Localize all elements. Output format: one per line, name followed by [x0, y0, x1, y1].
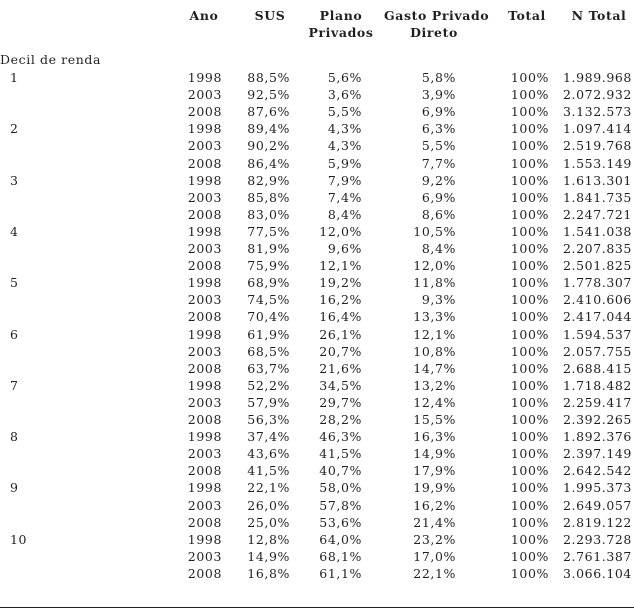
- bottom-rule: [0, 607, 634, 608]
- cell-sus: 75,9%: [247, 258, 290, 274]
- cell-sus: 43,6%: [247, 446, 290, 462]
- cell-ano: 2003: [187, 87, 222, 103]
- cell-gasto: 13,3%: [413, 309, 456, 325]
- cell-ano: 2003: [187, 343, 222, 359]
- cell-ano: 2008: [187, 258, 222, 274]
- cell-plano: 40,7%: [319, 463, 362, 479]
- cell-gasto: 6,9%: [421, 189, 456, 205]
- cell-total: 100%: [510, 70, 549, 85]
- cell-sus: 83,0%: [247, 206, 290, 222]
- cell-sus: 92,5%: [247, 87, 290, 103]
- cell-sus: 68,5%: [247, 343, 290, 359]
- cell-sus: 25,0%: [247, 514, 290, 530]
- cell-gasto: 14,9%: [413, 446, 456, 462]
- cell-sus: 68,9%: [247, 275, 290, 291]
- cell-gasto: 6,3%: [421, 121, 456, 137]
- cell-plano: 20,7%: [319, 343, 362, 359]
- cell-gasto: 11,8%: [413, 275, 456, 291]
- cell-ntotal: 1.613.301: [562, 172, 632, 188]
- cell-gasto: 8,6%: [421, 206, 456, 222]
- header-ano: Ano: [189, 8, 219, 23]
- cell-sus: 16,8%: [247, 565, 290, 581]
- cell-ntotal: 1.594.537: [562, 326, 632, 342]
- cell-sus: 37,4%: [247, 429, 290, 445]
- cell-gasto: 22,1%: [413, 565, 456, 581]
- decile-label: 1: [10, 70, 19, 85]
- cell-plano: 12,1%: [319, 258, 362, 274]
- cell-total: 100%: [510, 343, 549, 359]
- cell-plano: 68,1%: [319, 548, 362, 564]
- cell-ntotal: 1.718.482: [562, 377, 632, 393]
- cell-sus: 56,3%: [247, 412, 290, 427]
- header-sus: SUS: [254, 8, 286, 23]
- cell-gasto: 17,9%: [413, 463, 456, 479]
- cell-total: 100%: [510, 223, 549, 239]
- cell-total: 100%: [510, 463, 549, 479]
- cell-total: 100%: [510, 412, 549, 427]
- cell-ano: 2003: [187, 548, 222, 564]
- cell-ano: 2008: [187, 155, 222, 171]
- cell-ntotal: 2.501.825: [562, 258, 632, 274]
- cell-ano: 2008: [187, 463, 222, 479]
- cell-plano: 26,1%: [319, 326, 362, 342]
- cell-ntotal: 1.097.414: [562, 121, 632, 137]
- cell-plano: 8,4%: [327, 206, 362, 222]
- cell-gasto: 5,5%: [421, 138, 456, 154]
- cell-ntotal: 1.841.735: [562, 189, 632, 205]
- cell-plano: 21,6%: [319, 360, 362, 376]
- cell-gasto: 12,1%: [413, 326, 456, 342]
- cell-sus: 86,4%: [247, 155, 290, 171]
- decile-label: 10: [10, 531, 28, 547]
- cell-ano: 2003: [187, 446, 222, 462]
- cell-gasto: 9,3%: [421, 292, 456, 308]
- cell-total: 100%: [510, 446, 549, 462]
- cell-plano: 7,4%: [327, 189, 362, 205]
- cell-gasto: 19,9%: [413, 480, 456, 496]
- cell-ntotal: 1.541.038: [562, 223, 632, 239]
- cell-gasto: 12,0%: [413, 258, 456, 274]
- cell-ntotal: 3.132.573: [562, 104, 632, 120]
- cell-ano: 2008: [187, 104, 222, 120]
- cell-ntotal: 1.995.373: [562, 480, 632, 496]
- cell-sus: 85,8%: [247, 189, 290, 205]
- cell-ntotal: 2.207.835: [562, 241, 632, 256]
- cell-plano: 7,9%: [327, 172, 362, 188]
- cell-ano: 2008: [187, 360, 222, 376]
- cell-plano: 4,3%: [327, 121, 362, 137]
- cell-ano: 2008: [187, 514, 222, 530]
- decile-label: 6: [10, 326, 19, 342]
- cell-gasto: 16,2%: [413, 497, 456, 513]
- cell-plano: 4,3%: [327, 138, 362, 154]
- cell-plano: 5,9%: [327, 155, 362, 171]
- cell-sus: 57,9%: [247, 394, 290, 410]
- cell-total: 100%: [510, 155, 549, 171]
- cell-total: 100%: [510, 326, 549, 342]
- cell-ntotal: 2.519.768: [562, 138, 632, 154]
- decile-label: 9: [10, 480, 19, 496]
- cell-gasto: 17,0%: [413, 548, 456, 564]
- cell-ntotal: 2.293.728: [562, 531, 632, 547]
- cell-gasto: 8,4%: [421, 241, 456, 256]
- cell-ano: 2003: [187, 292, 222, 308]
- cell-ano: 1998: [187, 223, 222, 239]
- cell-gasto: 9,2%: [421, 172, 456, 188]
- cell-plano: 5,6%: [327, 70, 362, 85]
- cell-ano: 2003: [187, 241, 222, 256]
- cell-total: 100%: [510, 121, 549, 137]
- cell-plano: 16,4%: [319, 309, 362, 325]
- cell-ano: 2003: [187, 497, 222, 513]
- decile-label: 4: [10, 223, 19, 239]
- cell-ntotal: 2.072.932: [562, 87, 632, 103]
- cell-plano: 28,2%: [319, 412, 362, 427]
- cell-ntotal: 1.989.968: [562, 70, 632, 85]
- cell-total: 100%: [510, 514, 549, 530]
- cell-ano: 1998: [187, 121, 222, 137]
- cell-total: 100%: [510, 377, 549, 393]
- cell-total: 100%: [510, 206, 549, 222]
- cell-total: 100%: [510, 258, 549, 274]
- cell-ntotal: 2.761.387: [562, 548, 632, 564]
- cell-sus: 22,1%: [247, 480, 290, 496]
- cell-ntotal: 3.066.104: [562, 565, 632, 581]
- cell-plano: 9,6%: [327, 241, 362, 256]
- header-plano-line1: Plano: [319, 8, 363, 23]
- cell-total: 100%: [510, 497, 549, 513]
- header-plano-line2: Privados: [308, 25, 374, 40]
- cell-sus: 61,9%: [247, 326, 290, 342]
- cell-ntotal: 2.688.415: [562, 360, 632, 376]
- cell-total: 100%: [510, 548, 549, 564]
- cell-sus: 70,4%: [247, 309, 290, 325]
- cell-gasto: 7,7%: [421, 155, 456, 171]
- cell-ano: 2003: [187, 138, 222, 154]
- decile-label: 3: [10, 172, 19, 188]
- cell-gasto: 16,3%: [413, 429, 456, 445]
- cell-ntotal: 2.397.149: [562, 446, 632, 462]
- cell-ntotal: 2.642.542: [562, 463, 632, 479]
- decile-label: 2: [10, 121, 19, 137]
- cell-sus: 87,6%: [247, 104, 290, 120]
- cell-gasto: 10,8%: [413, 343, 456, 359]
- cell-ano: 2003: [187, 189, 222, 205]
- cell-plano: 53,6%: [319, 514, 362, 530]
- cell-gasto: 10,5%: [413, 223, 456, 239]
- cell-plano: 58,0%: [319, 480, 362, 496]
- cell-sus: 89,4%: [247, 121, 290, 137]
- cell-total: 100%: [510, 87, 549, 103]
- cell-total: 100%: [510, 104, 549, 120]
- cell-ntotal: 2.649.057: [562, 497, 632, 513]
- cell-plano: 16,2%: [319, 292, 362, 308]
- cell-plano: 3,6%: [327, 87, 362, 103]
- cell-plano: 29,7%: [319, 394, 362, 410]
- cell-ntotal: 1.778.307: [562, 275, 632, 291]
- cell-sus: 63,7%: [247, 360, 290, 376]
- cell-ano: 2008: [187, 565, 222, 581]
- cell-gasto: 5,8%: [421, 70, 456, 85]
- header-gasto-line2: Direto: [410, 25, 458, 40]
- cell-gasto: 12,4%: [413, 394, 456, 410]
- cell-ano: 2008: [187, 206, 222, 222]
- cell-ntotal: 2.247.721: [562, 206, 632, 222]
- cell-total: 100%: [510, 189, 549, 205]
- decile-label: 5: [10, 275, 19, 291]
- cell-ano: 1998: [187, 70, 222, 85]
- cell-total: 100%: [510, 275, 549, 291]
- cell-plano: 64,0%: [319, 531, 362, 547]
- cell-total: 100%: [510, 360, 549, 376]
- cell-ntotal: 2.417.044: [562, 309, 632, 325]
- cell-ntotal: 1.553.149: [562, 155, 632, 171]
- cell-ano: 1998: [187, 275, 222, 291]
- cell-plano: 46,3%: [319, 429, 362, 445]
- header-n-total: N Total: [571, 8, 627, 23]
- cell-ano: 1998: [187, 480, 222, 496]
- cell-ntotal: 2.057.755: [562, 343, 632, 359]
- decile-label: 8: [10, 429, 19, 445]
- cell-gasto: 14,7%: [413, 360, 456, 376]
- cell-plano: 61,1%: [319, 565, 362, 581]
- cell-total: 100%: [510, 172, 549, 188]
- cell-ntotal: 2.819.122: [562, 514, 632, 530]
- cell-plano: 5,5%: [327, 104, 362, 120]
- group-label: Decil de renda: [0, 52, 102, 67]
- cell-gasto: 3,9%: [421, 87, 456, 103]
- cell-plano: 34,5%: [319, 377, 362, 393]
- cell-sus: 88,5%: [247, 70, 290, 85]
- cell-sus: 74,5%: [247, 292, 290, 308]
- cell-total: 100%: [510, 292, 549, 308]
- cell-ano: 1998: [187, 172, 222, 188]
- cell-gasto: 13,2%: [413, 377, 456, 393]
- header-gasto-line1: Gasto Privado: [384, 8, 490, 23]
- cell-ano: 2003: [187, 394, 222, 410]
- cell-gasto: 6,9%: [421, 104, 456, 120]
- cell-ano: 2008: [187, 309, 222, 325]
- cell-sus: 26,0%: [247, 497, 290, 513]
- cell-ntotal: 2.259.417: [562, 394, 632, 410]
- cell-ano: 1998: [187, 377, 222, 393]
- cell-sus: 90,2%: [247, 138, 290, 154]
- cell-total: 100%: [510, 394, 549, 410]
- cell-plano: 12,0%: [319, 223, 362, 239]
- cell-ntotal: 2.410.606: [562, 292, 632, 308]
- cell-plano: 41,5%: [319, 446, 362, 462]
- cell-total: 100%: [510, 480, 549, 496]
- cell-gasto: 15,5%: [413, 412, 456, 427]
- cell-sus: 12,8%: [247, 531, 290, 547]
- cell-gasto: 21,4%: [413, 514, 456, 530]
- cell-sus: 41,5%: [247, 463, 290, 479]
- cell-total: 100%: [510, 429, 549, 445]
- cell-sus: 14,9%: [247, 548, 290, 564]
- cell-plano: 19,2%: [319, 275, 362, 291]
- cell-total: 100%: [510, 309, 549, 325]
- cell-sus: 77,5%: [247, 223, 290, 239]
- cell-total: 100%: [510, 565, 549, 581]
- decile-label: 7: [10, 377, 19, 393]
- cell-ntotal: 1.892.376: [562, 429, 632, 445]
- cell-plano: 57,8%: [319, 497, 362, 513]
- cell-ntotal: 2.392.265: [562, 412, 632, 427]
- cell-total: 100%: [510, 531, 549, 547]
- cell-ano: 1998: [187, 531, 222, 547]
- cell-sus: 52,2%: [247, 377, 290, 393]
- cell-gasto: 23,2%: [413, 531, 456, 547]
- cell-ano: 2008: [187, 412, 222, 427]
- cell-ano: 1998: [187, 429, 222, 445]
- cell-sus: 81,9%: [247, 241, 290, 256]
- cell-ano: 1998: [187, 326, 222, 342]
- cell-total: 100%: [510, 138, 549, 154]
- cell-total: 100%: [510, 241, 549, 256]
- header-total: Total: [508, 8, 546, 23]
- cell-sus: 82,9%: [247, 172, 290, 188]
